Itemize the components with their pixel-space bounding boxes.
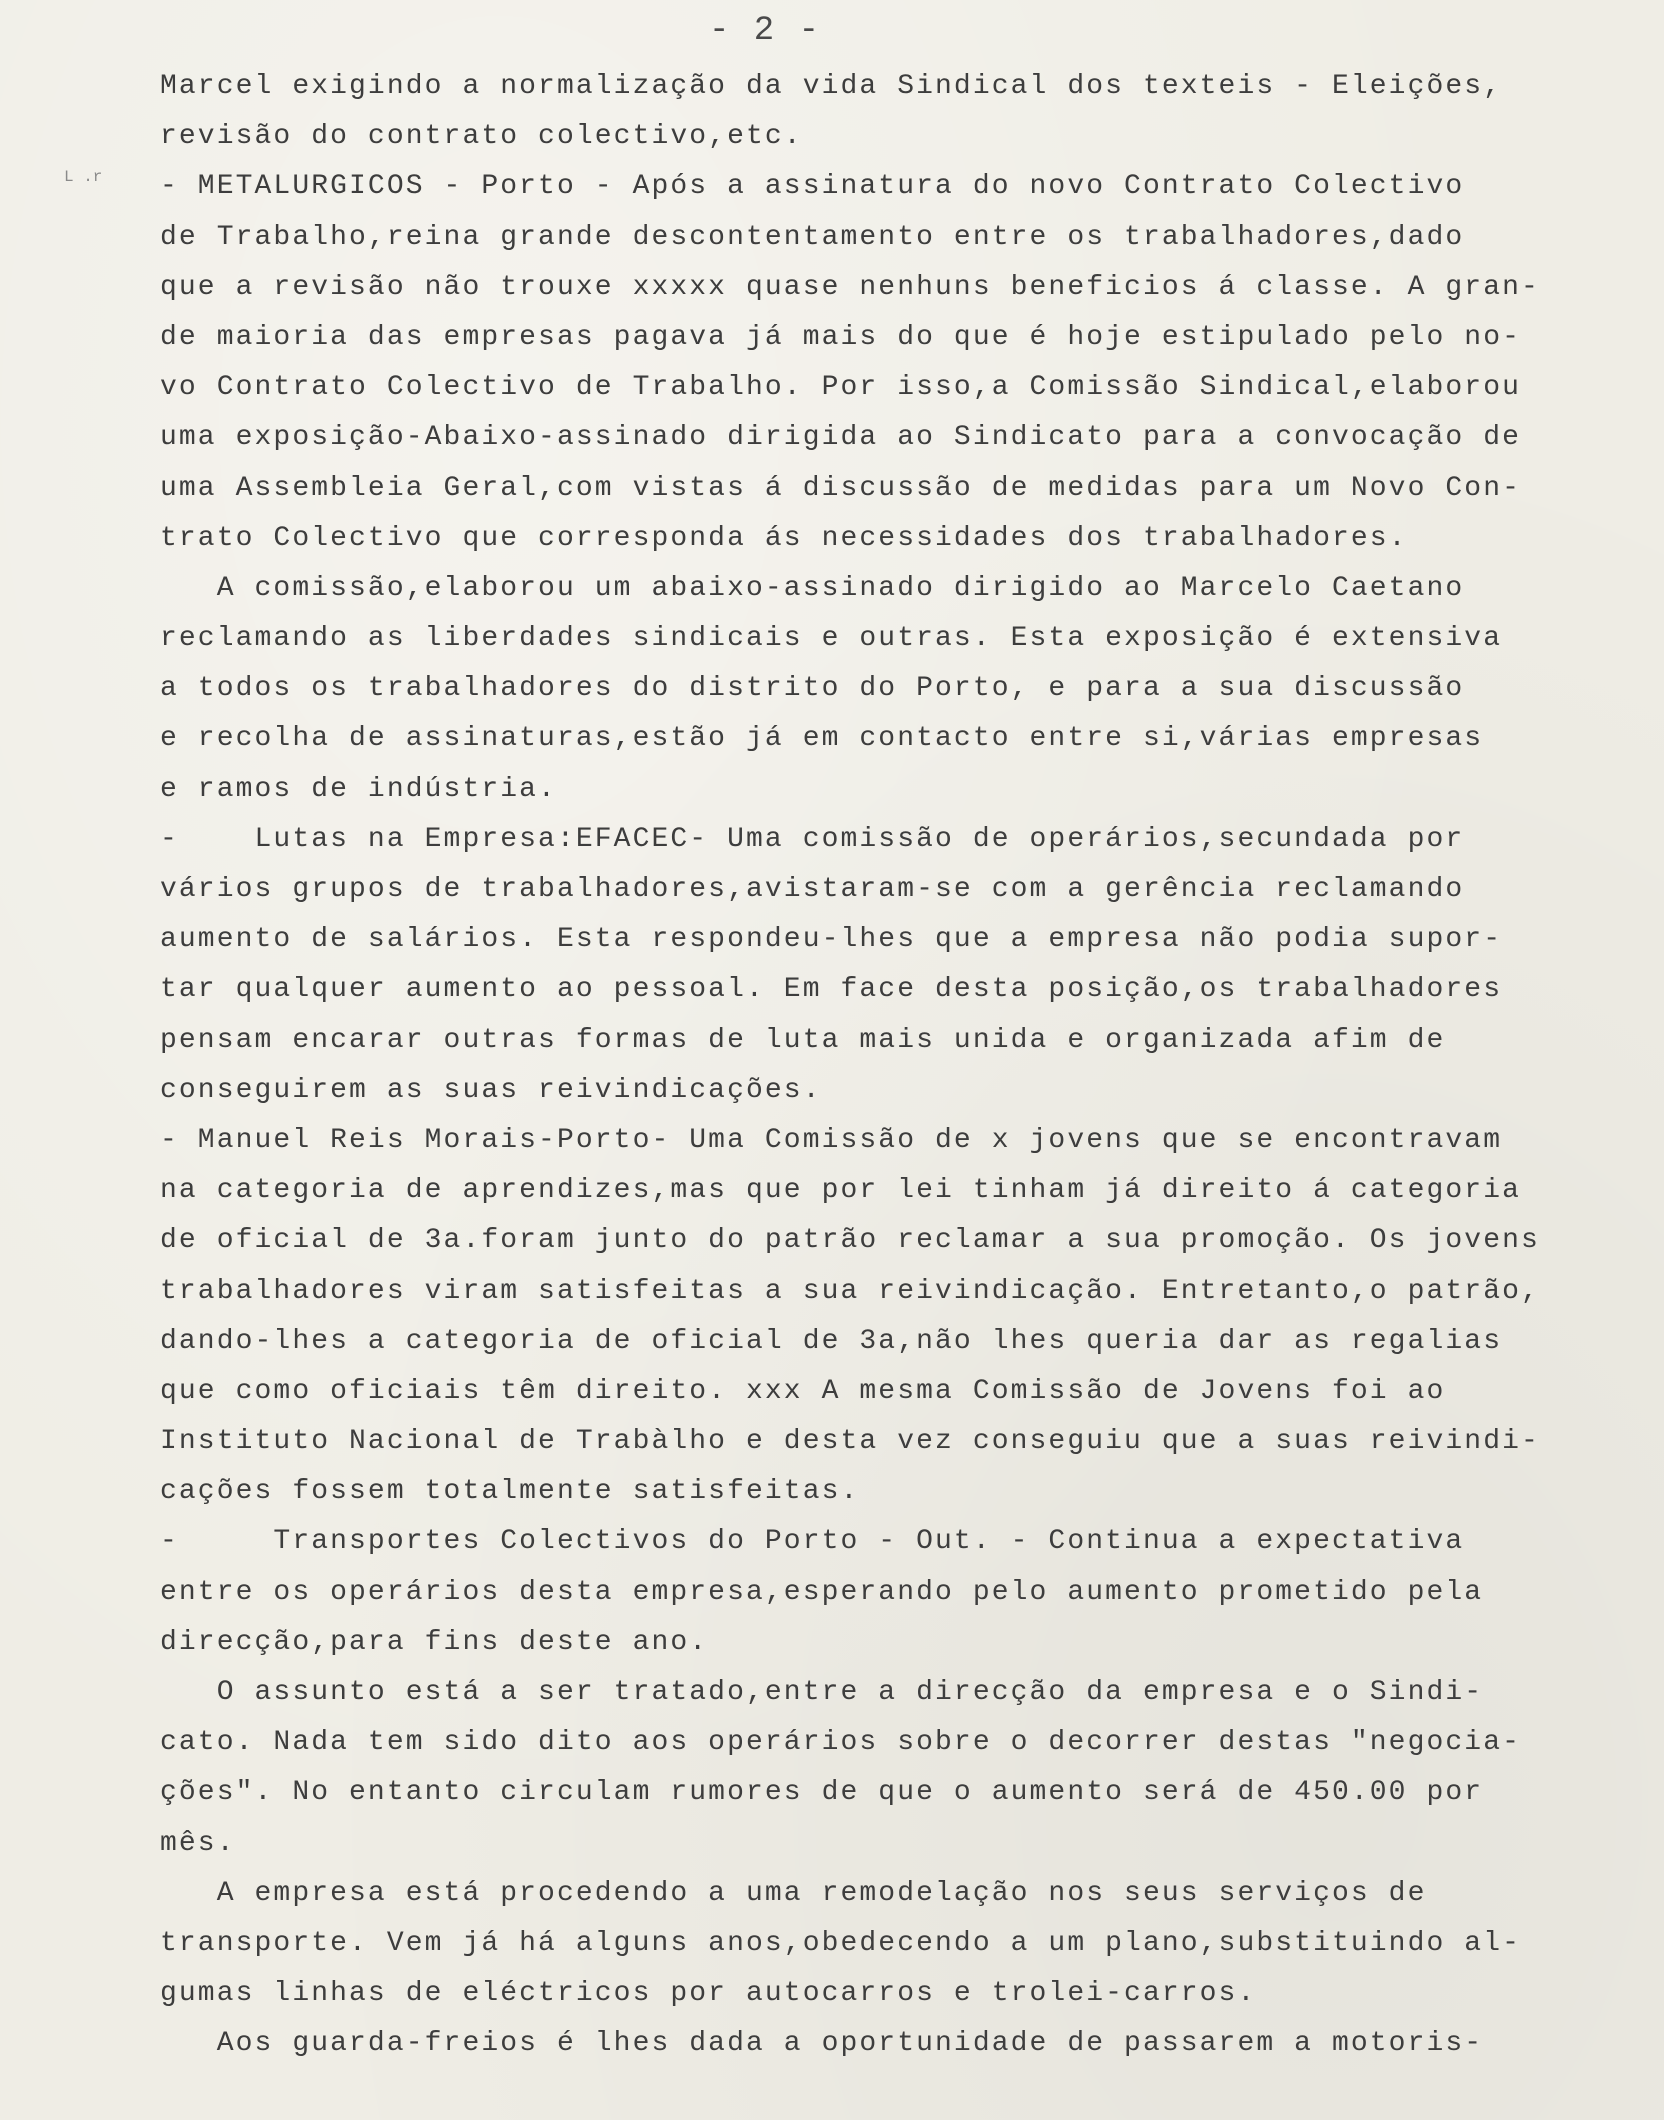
text-line: Aos guarda-freios é lhes dada a oportunidade de passarem a motoris- [160, 2028, 1484, 2060]
text-line: que a revisão não trouxe xxxxx quase nenhuns beneficios á classe. A gran- [160, 271, 1540, 303]
page-number: - 2 - [708, 12, 822, 50]
text-line: A comissão,elaborou um abaixo-assinado dirigido ao Marcelo Caetano [160, 572, 1465, 604]
text-line: - Transportes Colectivos do Porto - Out. - Continua a expectativa [160, 1526, 1465, 1558]
text-line: - Manuel Reis Morais-Porto- Uma Comissão de x jovens que se encontravam [160, 1124, 1503, 1156]
text-line: Instituto Nacional de Trabàlho e desta vez conseguiu que a suas reivindi- [160, 1426, 1540, 1458]
text-line: de oficial de 3a.foram junto do patrão reclamar a sua promoção. Os jovens [160, 1225, 1540, 1257]
text-line: reclamando as liberdades sindicais e outras. Esta exposição é extensiva [160, 623, 1503, 655]
text-line: conseguirem as suas reivindicações. [160, 1074, 822, 1106]
text-line: cações fossem totalmente satisfeitas. [160, 1476, 860, 1508]
text-line: na categoria de aprendizes,mas que por lei tinham já direito á categoria [160, 1175, 1521, 1207]
text-line: entre os operários desta empresa,esperando pelo aumento prometido pela [160, 1576, 1484, 1608]
document-body [160, 62, 1650, 2070]
text-line: A empresa está procedendo a uma remodelação nos seus serviços de [160, 1877, 1427, 1909]
text-line: de maioria das empresas pagava já mais do que é hoje estipulado pelo no- [160, 321, 1521, 353]
text-line: gumas linhas de eléctricos por autocarros e trolei-carros. [160, 1978, 1257, 2010]
text-line: O assunto está a ser tratado,entre a direcção da empresa e o Sindi- [160, 1677, 1484, 1708]
text-line: trato Colectivo que corresponda ás necessidades dos trabalhadores. [160, 522, 1408, 554]
text-line: uma exposição-Abaixo-assinado dirigida ao Sindicato para a convocação de [160, 422, 1521, 454]
text-line: transporte. Vem já há alguns anos,obedecendo a um plano,substituindo al- [160, 1927, 1521, 1959]
text-line: de Trabalho,reina grande descontentamento entre os trabalhadores,dado [160, 221, 1465, 253]
text-line: vários grupos de trabalhadores,avistaram-se com a gerência reclamando [160, 874, 1465, 905]
text-line: e ramos de indústria. [160, 773, 557, 805]
text-line: mês. [160, 1827, 236, 1859]
text-line: pensam encarar outras formas de luta mais unida e organizada afim de [160, 1024, 1446, 1056]
text-line: vo Contrato Colectivo de Trabalho. Por isso,a Comissão Sindical,elaborou [160, 372, 1521, 404]
text-line: dando-lhes a categoria de oficial de 3a,não lhes queria dar as regalias [160, 1325, 1503, 1357]
text-line: aumento de salários. Esta respondeu-lhes que a empresa não podia supor- [160, 924, 1503, 956]
text-line: - METALURGICOS - Porto - Após a assinatura do novo Contrato Colectivo [160, 171, 1465, 203]
text-line: a todos os trabalhadores do distrito do Porto, e para a sua discussão [160, 673, 1465, 705]
text-line: Marcel exigindo a normalização da vida Sindical dos texteis - Eleições, [160, 71, 1503, 102]
text-line: revisão do contrato colectivo,etc. [160, 121, 803, 153]
text-line: trabalhadores viram satisfeitas a sua reivindicação. Entretanto,o patrão, [160, 1275, 1540, 1307]
text-line: cato. Nada tem sido dito aos operários sobre o decorrer destas "negocia- [160, 1727, 1521, 1759]
text-line: que como oficiais têm direito. xxx A mesma Comissão de Jovens foi ao [160, 1375, 1446, 1407]
margin-annotation: L .r [64, 168, 103, 186]
text-line: e recolha de assinaturas,estão já em contacto entre si,várias empresas [160, 723, 1484, 755]
text-line: direcção,para fins deste ano. [160, 1626, 709, 1658]
text-line: ções". No entanto circulam rumores de que o aumento será de 450.00 por [160, 1777, 1484, 1809]
text-line: - Lutas na Empresa:EFACEC- Uma comissão de operários,secundada por [160, 823, 1465, 855]
text-line: tar qualquer aumento ao pessoal. Em face desta posição,os trabalhadores [160, 974, 1503, 1006]
text-line: uma Assembleia Geral,com vistas á discussão de medidas para um Novo Con- [160, 472, 1521, 504]
